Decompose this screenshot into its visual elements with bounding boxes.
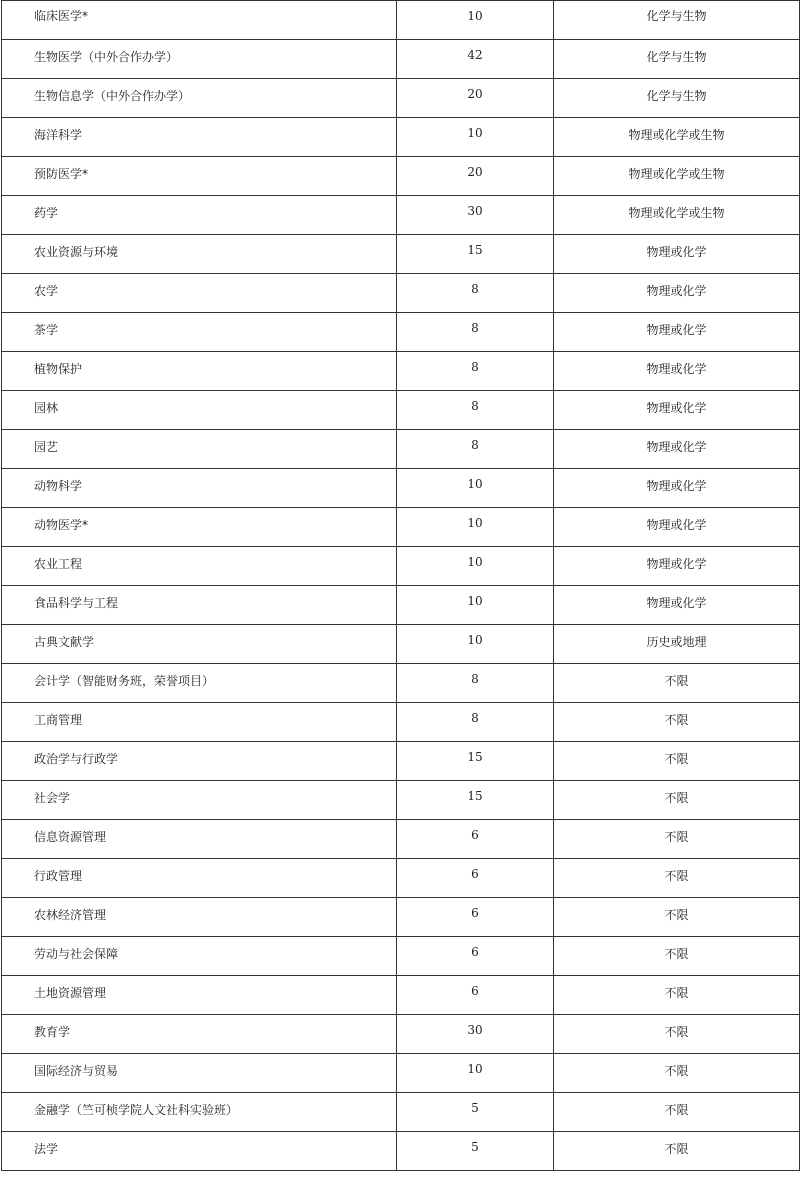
table-row — [2, 625, 800, 664]
major-name: 教育学 — [2, 1015, 397, 1054]
major-name: 茶学 — [2, 313, 397, 352]
table-row — [2, 664, 800, 703]
major-name: 预防医学* — [2, 157, 397, 196]
quota-value: 6 — [397, 859, 554, 898]
table-row — [2, 1132, 800, 1171]
subject-requirement: 物理或化学或生物 — [554, 118, 800, 157]
table-row — [2, 547, 800, 586]
quota-value: 10 — [397, 547, 554, 586]
table-row — [2, 1015, 800, 1054]
quota-value: 15 — [397, 235, 554, 274]
major-name: 临床医学* — [2, 1, 397, 40]
table-row — [2, 313, 800, 352]
table-row — [2, 157, 800, 196]
table-row — [2, 196, 800, 235]
subject-requirement: 不限 — [554, 703, 800, 742]
subject-requirement: 不限 — [554, 937, 800, 976]
major-name: 社会学 — [2, 781, 397, 820]
quota-value: 8 — [397, 313, 554, 352]
quota-value: 8 — [397, 352, 554, 391]
table-row — [2, 859, 800, 898]
table-row — [2, 1, 800, 40]
quota-value: 20 — [397, 157, 554, 196]
table-row — [2, 781, 800, 820]
subject-requirement: 物理或化学 — [554, 391, 800, 430]
quota-value: 8 — [397, 430, 554, 469]
major-name: 土地资源管理 — [2, 976, 397, 1015]
major-name: 动物医学* — [2, 508, 397, 547]
quota-value: 10 — [397, 469, 554, 508]
quota-value: 8 — [397, 391, 554, 430]
table-row — [2, 937, 800, 976]
quota-value: 6 — [397, 976, 554, 1015]
table-row — [2, 352, 800, 391]
subject-requirement: 物理或化学 — [554, 352, 800, 391]
table-row — [2, 274, 800, 313]
quota-value: 15 — [397, 742, 554, 781]
subject-requirement: 物理或化学 — [554, 547, 800, 586]
subject-requirement: 不限 — [554, 742, 800, 781]
subject-requirement: 物理或化学 — [554, 430, 800, 469]
major-name: 农业资源与环境 — [2, 235, 397, 274]
table-row — [2, 508, 800, 547]
major-name: 农学 — [2, 274, 397, 313]
table-row — [2, 469, 800, 508]
table-row — [2, 742, 800, 781]
major-name: 会计学（智能财务班，荣誉项目） — [2, 664, 397, 703]
major-name: 园艺 — [2, 430, 397, 469]
table-row — [2, 1093, 800, 1132]
quota-value: 42 — [397, 40, 554, 79]
major-name: 古典文献学 — [2, 625, 397, 664]
major-name: 食品科学与工程 — [2, 586, 397, 625]
major-name: 工商管理 — [2, 703, 397, 742]
major-name: 园林 — [2, 391, 397, 430]
quota-value: 10 — [397, 586, 554, 625]
subject-requirement: 物理或化学 — [554, 469, 800, 508]
table-row — [2, 79, 800, 118]
subject-requirement: 化学与生物 — [554, 40, 800, 79]
subject-requirement: 不限 — [554, 820, 800, 859]
major-name: 信息资源管理 — [2, 820, 397, 859]
major-name: 海洋科学 — [2, 118, 397, 157]
table-row — [2, 391, 800, 430]
table-row — [2, 430, 800, 469]
subject-requirement: 不限 — [554, 1054, 800, 1093]
table-row — [2, 820, 800, 859]
subject-requirement: 物理或化学 — [554, 586, 800, 625]
subject-requirement: 历史或地理 — [554, 625, 800, 664]
major-name: 行政管理 — [2, 859, 397, 898]
quota-value: 10 — [397, 508, 554, 547]
quota-value: 8 — [397, 664, 554, 703]
table-row — [2, 586, 800, 625]
major-name: 金融学（竺可桢学院人文社科实验班） — [2, 1093, 397, 1132]
quota-value: 5 — [397, 1132, 554, 1171]
quota-value: 5 — [397, 1093, 554, 1132]
major-name: 药学 — [2, 196, 397, 235]
subject-requirement: 不限 — [554, 859, 800, 898]
major-name: 法学 — [2, 1132, 397, 1171]
table-row — [2, 1054, 800, 1093]
major-name: 植物保护 — [2, 352, 397, 391]
quota-value: 20 — [397, 79, 554, 118]
quota-value: 30 — [397, 1015, 554, 1054]
subject-requirement: 不限 — [554, 898, 800, 937]
quota-value: 6 — [397, 820, 554, 859]
major-name: 农业工程 — [2, 547, 397, 586]
major-name: 动物科学 — [2, 469, 397, 508]
quota-value: 10 — [397, 118, 554, 157]
major-name: 国际经济与贸易 — [2, 1054, 397, 1093]
subject-requirement: 不限 — [554, 1015, 800, 1054]
major-name: 生物医学（中外合作办学） — [2, 40, 397, 79]
quota-value: 8 — [397, 274, 554, 313]
subject-requirement: 物理或化学 — [554, 274, 800, 313]
quota-value: 8 — [397, 703, 554, 742]
subject-requirement: 物理或化学或生物 — [554, 157, 800, 196]
quota-value: 10 — [397, 625, 554, 664]
major-name: 农林经济管理 — [2, 898, 397, 937]
subject-requirement: 不限 — [554, 1132, 800, 1171]
table-row — [2, 118, 800, 157]
table-row — [2, 40, 800, 79]
subject-requirement: 不限 — [554, 781, 800, 820]
subject-requirement: 物理或化学 — [554, 235, 800, 274]
table-row — [2, 976, 800, 1015]
table-row — [2, 898, 800, 937]
major-name: 劳动与社会保障 — [2, 937, 397, 976]
quota-value: 10 — [397, 1, 554, 40]
subject-requirement: 不限 — [554, 664, 800, 703]
subject-requirement: 物理或化学 — [554, 313, 800, 352]
major-name: 生物信息学（中外合作办学） — [2, 79, 397, 118]
table-row — [2, 703, 800, 742]
quota-value: 15 — [397, 781, 554, 820]
enrollment-table — [1, 0, 800, 1171]
subject-requirement: 不限 — [554, 976, 800, 1015]
subject-requirement: 不限 — [554, 1093, 800, 1132]
quota-value: 10 — [397, 1054, 554, 1093]
quota-value: 6 — [397, 898, 554, 937]
subject-requirement: 物理或化学或生物 — [554, 196, 800, 235]
quota-value: 6 — [397, 937, 554, 976]
quota-value: 30 — [397, 196, 554, 235]
major-name: 政治学与行政学 — [2, 742, 397, 781]
table-row — [2, 235, 800, 274]
subject-requirement: 物理或化学 — [554, 508, 800, 547]
subject-requirement: 化学与生物 — [554, 79, 800, 118]
subject-requirement: 化学与生物 — [554, 1, 800, 40]
